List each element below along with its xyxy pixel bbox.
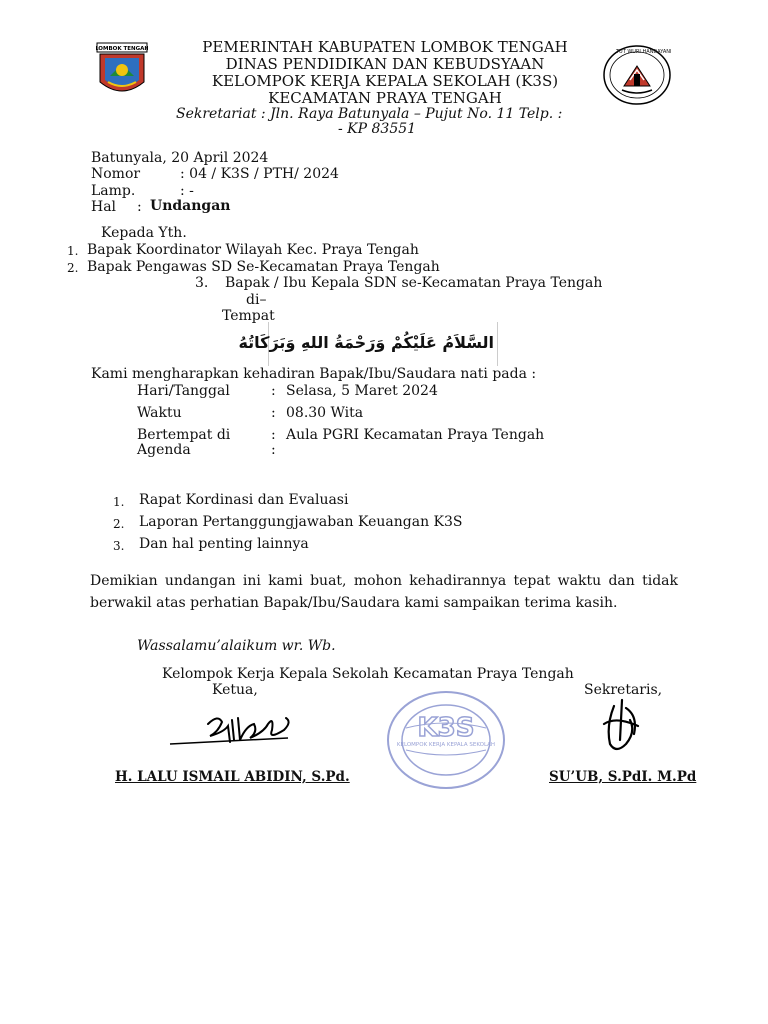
- ketua-title: Ketua,: [212, 682, 258, 698]
- di-label: di–: [246, 292, 267, 308]
- header-address-2: - KP 83551: [338, 121, 417, 137]
- signature-org: Kelompok Kerja Kepala Sekolah Kecamatan Praya Tengah: [162, 666, 574, 682]
- sekretaris-title: Sekretaris,: [584, 682, 663, 698]
- agenda-2: Laporan Pertanggungjawaban Keuangan K3S: [139, 514, 463, 530]
- closing-paragraph: Demikian undangan ini kami buat, mohon kehadirannya tepat waktu dan tidak berwakil atas perhatian Bapak/Ibu/Saudara kami sampaikan terima kasih.: [90, 573, 678, 611]
- lombok-tengah-logo: [96, 42, 148, 102]
- recipient-2: Bapak Pengawas SD Se-Kecamatan Praya Tengah: [87, 259, 440, 275]
- header-line-4: KECAMATAN PRAYA TENGAH: [268, 89, 502, 107]
- header-address-1: Sekretariat : Jln. Raya Batunyala – Pujut No. 11 Telp. :: [176, 106, 563, 122]
- hal-label: Hal: [91, 199, 117, 215]
- detail-waktu-value: 08.30 Wita: [286, 405, 364, 421]
- ketua-name: H. LALU ISMAIL ABIDIN, S.Pd.: [115, 769, 350, 785]
- detail-agenda-label: Agenda: [137, 442, 191, 458]
- sekretaris-signature: [596, 696, 646, 760]
- detail-waktu-label: Waktu: [137, 405, 182, 421]
- intro-text: Kami mengharapkan kehadiran Bapak/Ibu/Saudara nati pada :: [91, 366, 537, 382]
- letter-date: Batunyala, 20 April 2024: [91, 150, 269, 166]
- k3s-stamp: [384, 688, 508, 792]
- svg-text:K3S: K3S: [417, 713, 475, 743]
- header-line-3: KELOMPOK KERJA KEPALA SEKOLAH (K3S): [211, 72, 559, 90]
- recipient-3: Bapak / Ibu Kepala SDN se-Kecamatan Praya Tengah: [225, 275, 603, 291]
- detail-agenda-sep: :: [271, 442, 276, 458]
- arabic-greeting: السَّلاَمُ عَلَيْكُمْ وَرَحْمَةُ اللهِ وَبَرَكَاتُهُ: [238, 333, 494, 352]
- hal-value: Undangan: [150, 198, 231, 214]
- nomor-value: : 04 / K3S / PTH/ 2024: [180, 166, 339, 182]
- detail-hari-sep: :: [271, 383, 276, 399]
- agenda-2-num: 2.: [113, 517, 125, 531]
- recipient-1: Bapak Koordinator Wilayah Kec. Praya Tengah: [87, 242, 419, 258]
- detail-hari-value: Selasa, 5 Maret 2024: [286, 383, 438, 399]
- svg-text:LOMBOK TENGAH: LOMBOK TENGAH: [96, 46, 148, 52]
- svg-text:KELOMPOK KERJA KEPALA SEKOLAH: KELOMPOK KERJA KEPALA SEKOLAH: [396, 742, 496, 748]
- tempat-label: Tempat: [222, 308, 275, 324]
- agenda-3: Dan hal penting lainnya: [139, 536, 309, 552]
- detail-tempat-value: Aula PGRI Kecamatan Praya Tengah: [286, 427, 545, 443]
- header-line-2: DINAS PENDIDIKAN DAN KEBUDSYAAN: [225, 55, 545, 73]
- detail-hari-label: Hari/Tanggal: [137, 383, 230, 399]
- sekretaris-name: SU’UB, S.PdI. M.Pd: [549, 769, 697, 785]
- recipient-3-num: 3.: [195, 275, 209, 291]
- agenda-1: Rapat Kordinasi dan Evaluasi: [139, 492, 349, 508]
- recipient-1-num: 1.: [67, 244, 79, 258]
- lamp-value: : -: [180, 183, 194, 199]
- detail-tempat-sep: :: [271, 427, 276, 443]
- logo-right-text: TUT WURI HANDAYANI: [616, 49, 672, 55]
- hal-separator: :: [137, 199, 142, 215]
- kepada-yth: Kepada Yth.: [101, 225, 187, 241]
- recipient-2-num: 2.: [67, 261, 79, 275]
- lamp-label: Lamp.: [91, 183, 136, 199]
- ketua-signature: [168, 706, 298, 756]
- agenda-3-num: 3.: [113, 539, 125, 553]
- agenda-1-num: 1.: [113, 495, 125, 509]
- nomor-label: Nomor: [91, 166, 141, 182]
- header-line-1: PEMERINTAH KABUPATEN LOMBOK TENGAH: [202, 38, 568, 56]
- wassalam: Wassalamu’alaikum wr. Wb.: [137, 638, 336, 654]
- detail-waktu-sep: :: [271, 405, 276, 421]
- detail-tempat-label: Bertempat di: [137, 427, 231, 443]
